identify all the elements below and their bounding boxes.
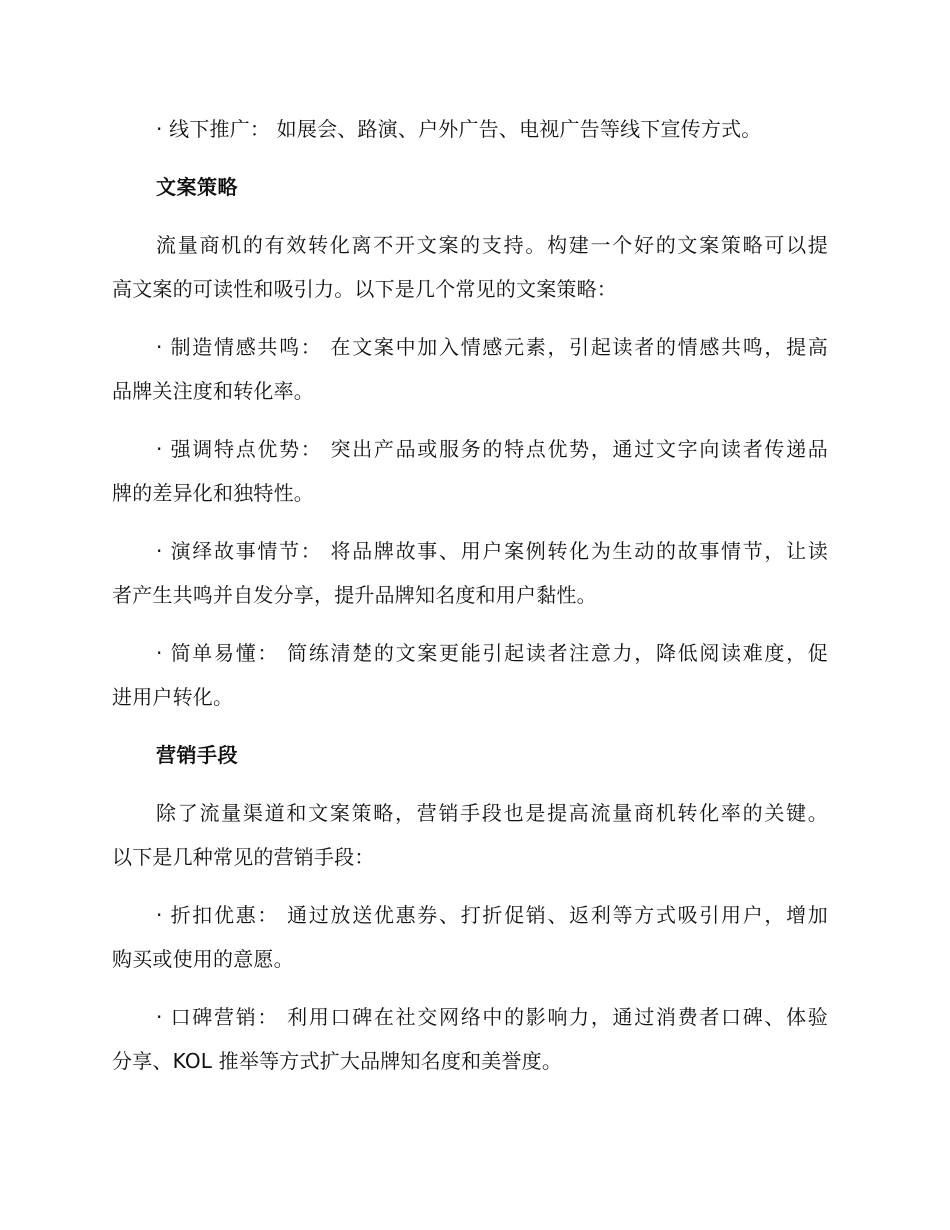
bullet-line: 牌的差异化和独特性。 [112, 481, 314, 505]
section-heading-marketing-means: 营销手段 [156, 743, 238, 767]
section-heading-copywriting-strategy: 文案策略 [156, 175, 238, 199]
bullet-line: · 演绎故事情节： 将品牌故事、用户案例转化为生动的故事情节，让读 [156, 539, 828, 563]
bullet-line: 分享、KOL 推举等方式扩大品牌知名度和美誉度。 [112, 1049, 563, 1073]
paragraph-line: 除了流量渠道和文案策略，营销手段也是提高流量商机转化率的关键。 [156, 801, 828, 825]
paragraph-line: 高文案的可读性和吸引力。以下是几个常见的文案策略： [112, 277, 617, 301]
bullet-line: · 强调特点优势： 突出产品或服务的特点优势，通过文字向读者传递品 [156, 437, 828, 461]
bullet-line: 品牌关注度和转化率。 [112, 379, 314, 403]
paragraph-line: 以下是几种常见的营销手段： [112, 845, 375, 869]
bullet-line: 进用户转化。 [112, 685, 234, 709]
bullet-line: · 口碑营销： 利用口碑在社交网络中的影响力，通过消费者口碑、体验 [156, 1005, 828, 1029]
bullet-line: · 折扣优惠： 通过放送优惠券、打折促销、返利等方式吸引用户，增加 [156, 903, 828, 927]
bullet-line: 购买或使用的意愿。 [112, 947, 294, 971]
bullet-line: · 简单易懂： 简练清楚的文案更能引起读者注意力，降低阅读难度，促 [156, 641, 828, 665]
bullet-offline-promo: · 线下推广： 如展会、路演、户外广告、电视广告等线下宣传方式。 [156, 117, 762, 141]
bullet-line: · 制造情感共鸣： 在文案中加入情感元素，引起读者的情感共鸣，提高 [156, 335, 828, 359]
bullet-line: 者产生共鸣并自发分享，提升品牌知名度和用户黏性。 [112, 583, 597, 607]
paragraph-line: 流量商机的有效转化离不开文案的支持。构建一个好的文案策略可以提 [156, 233, 828, 257]
